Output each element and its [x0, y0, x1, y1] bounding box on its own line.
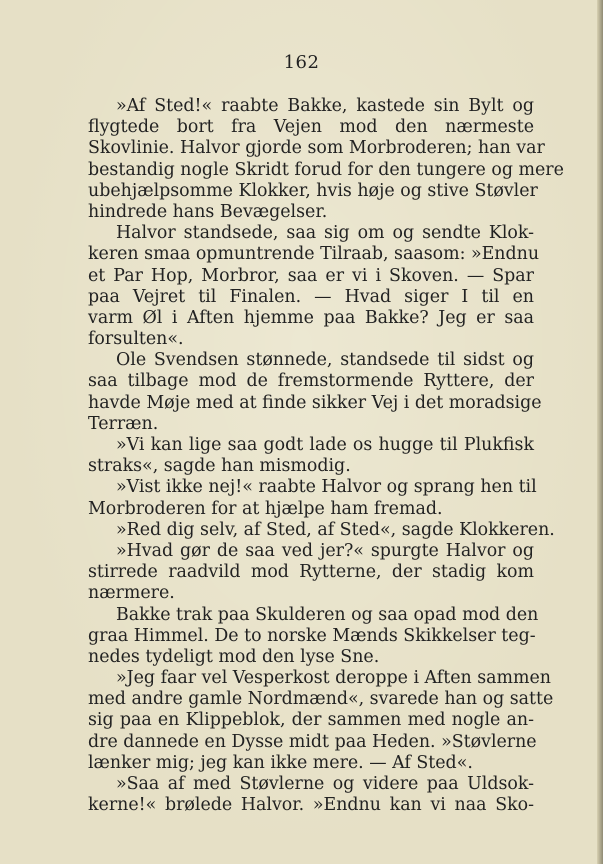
text-line: havde Møje med at finde sikker Vej i det moradsige	[88, 392, 542, 413]
text-line: lænker mig; jeg kan ikke mere. — Af Sted«.	[88, 752, 473, 773]
text-line: paa Vejret til Finalen. — Hvad siger I til en	[88, 286, 534, 307]
text-line: varm Øl i Aften hjemme paa Bakke? Jeg er saa	[88, 307, 534, 328]
text-line: straks«, sagde han mismodig.	[88, 456, 351, 477]
text-line: et Par Hop, Morbror, saa er vi i Skoven. — Spar	[88, 265, 534, 286]
text-line: hindrede hans Bevægelser.	[88, 201, 328, 222]
text-line: »Vist ikke nej!« raabte Halvor og sprang hen til	[116, 477, 537, 498]
text-line: »Vi kan lige saa godt lade os hugge til Plukfisk	[116, 435, 534, 455]
text-line: sig paa en Klippeblok, der sammen med nogle an-	[88, 710, 534, 731]
text-line: »Af Sted!« raabte Bakke, kastede sin Bylt og	[116, 96, 534, 116]
body-text	[88, 96, 564, 816]
text-line: stirrede raadvild mod Rytterne, der stadig kom	[88, 562, 534, 583]
text-line: »Saa af med Støvlerne og videre paa Uldsok-	[116, 774, 534, 794]
text-line: Skovlinie. Halvor gjorde som Morbroderen; han var	[88, 138, 545, 159]
text-line: keren smaa opmuntrende Tilraab, saasom: »Endnu	[88, 244, 540, 265]
text-line: »Jeg faar vel Vesperkost deroppe i Aften sammen	[116, 668, 551, 689]
text-line: ubehjælpsomme Klokker, hvis høje og stive Støvler	[88, 180, 538, 201]
text-line: nærmere.	[88, 583, 175, 604]
text-line: nedes tydeligt mod den lyse Sne.	[88, 646, 380, 667]
text-line: »Hvad gør de saa ved jer?« spurgte Halvor og	[116, 540, 534, 561]
text-line: saa tilbage mod de fremstormende Ryttere, der	[88, 371, 534, 392]
text-line: Bakke trak paa Skulderen og saa opad mod den	[116, 604, 539, 625]
text-line: forsulten«.	[88, 329, 184, 350]
text-line: Halvor standsede, saa sig om og sendte Klok-	[116, 223, 534, 244]
text-line: flygtede bort fra Vejen mod den nærmeste	[88, 117, 534, 138]
text-line: Ole Svendsen stønnede, standsede til sidst og	[116, 350, 534, 371]
text-line: »Red dig selv, af Sted, af Sted«, sagde Klokkeren.	[116, 519, 555, 540]
text-line: dre dannede en Dysse midt paa Heden. »Støvlerne	[88, 731, 537, 752]
text-line: Morbroderen for at hjælpe ham fremad.	[88, 498, 443, 519]
page-edge	[597, 0, 603, 864]
text-line: graa Himmel. De to norske Mænds Skikkelser teg-	[88, 625, 536, 646]
text-line: med andre gamle Nordmænd«, svarede han og satte	[88, 689, 554, 710]
text-line: Terræn.	[88, 413, 159, 434]
page-number: 162	[283, 52, 320, 73]
text-line: bestandig nogle Skridt forud for den tungere og mere	[88, 159, 564, 180]
text-line: kerne!« brølede Halvor. »Endnu kan vi naa Sko-	[88, 795, 534, 816]
